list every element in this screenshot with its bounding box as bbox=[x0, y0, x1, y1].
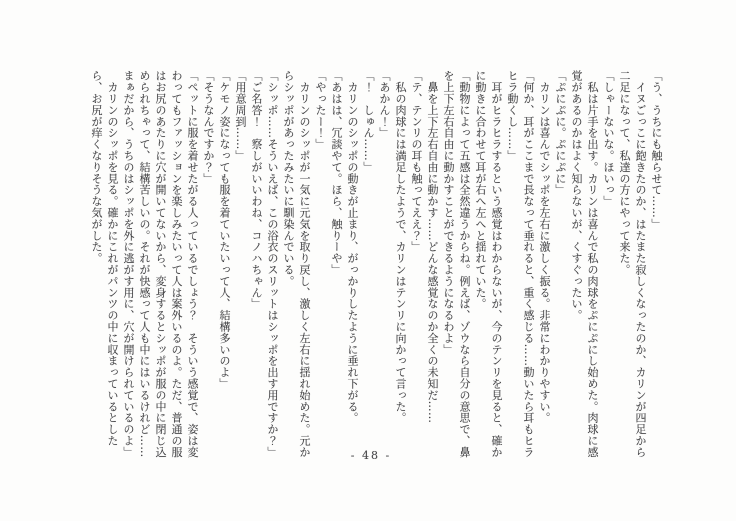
paragraph: 「何か、耳がここまで長なって垂れると、重く感じる……動いたら耳もヒラヒラ動くし……」 bbox=[506, 70, 535, 458]
paragraph: 私の肉球には満足したようで、カリンはテンリに向かって言った。 bbox=[394, 70, 407, 424]
paragraph: 「ご名答！ 察しがいいわね、コノハちゃん」 bbox=[250, 70, 263, 310]
paragraph: 「あかん！」 bbox=[378, 70, 391, 139]
paragraph: 「ペットに服を着せたがる人っているでしょう？ そういう感覚で、姿は変わってもファッションを楽しみたいって人は案外いるのよ。ただ、普通の服はお尻のあたりに穴が開いてないから、変身するとシッポが服の中に閉じ込められちゃって、結構苦しいの。それが快感って人も中にはいるけれど……まぁだから、うちのはシッポを外に逃がす用に、穴が開けられているのよ」 bbox=[122, 70, 199, 458]
paragraph: 「しゃーないな。ほいっ」 bbox=[602, 70, 615, 207]
paragraph: 「動物によって五感は全然違うからね。例えば、ゾウなら自分の意思で、鼻を上下左右自由に動かすことができるようになるわよ」 bbox=[442, 70, 471, 458]
paragraph: 「そうなんですか？」 bbox=[202, 70, 215, 184]
paragraph: 「テ、テンリの耳も触ってええ？」 bbox=[410, 70, 423, 253]
paragraph: 「用意周到……」 bbox=[234, 70, 247, 162]
paragraph: イヌごっこに飽きたのか、はたまた寂しくなったのか、カリンが四足から二足になって、私達の方にやって来た。 bbox=[618, 70, 647, 458]
paragraph: 鼻を上下左右自由に動かす……どんな感覚なのか全くの未知だ…… bbox=[426, 70, 439, 424]
paragraph: 「！ しゅん……」 bbox=[362, 70, 375, 173]
paragraph: 「あはは、冗談やて。ほら、触りーや」 bbox=[330, 70, 343, 276]
paragraph: 「ケモノ姿になっても服を着ていたいって人、結構多いのよ」 bbox=[218, 70, 231, 390]
paragraph: カリンのシッポが一気に元気を取り戻し、激しく左右に揺れ始めた。元からシッポがあったみたいに馴染んでいる。 bbox=[282, 70, 311, 458]
paragraph: 耳がヒラヒラするという感覚はわからないが、今のテンリを見ると、確かに動きに合わせて耳が右へ左へと揺れていた。 bbox=[474, 70, 503, 458]
paragraph: 私は片手を出す。カリンは喜んで私の肉球をぷにぷにし始めた。肉球に感覚があるのかはよく知らないが、くすぐったい。 bbox=[570, 70, 599, 458]
paragraph: 「やったー！」 bbox=[314, 70, 327, 150]
paragraph: カリンのシッポの動きが止まり、がっかりしたように垂れ下がる。 bbox=[346, 70, 359, 424]
paragraph: 「う、うちにも触らせて……」 bbox=[650, 70, 663, 230]
paragraph: カリンのシッポを見る。確かにこれがパンツの中に収まっているとしたら、お尻が痒くなりそうな気がした。 bbox=[90, 70, 119, 447]
paragraph: 「ぷにぷに。ぷにぷに」 bbox=[554, 70, 567, 196]
paragraph: 「シッポ……そういえば、この浴衣のスリットはシッポを出す用ですか？」 bbox=[266, 70, 279, 458]
paragraph: カリンは喜んでシッポを左右に激しく振る。非常にわかりやすい。 bbox=[538, 70, 551, 424]
body-text bbox=[76, 70, 664, 460]
page-number: - 48 - bbox=[350, 449, 392, 462]
